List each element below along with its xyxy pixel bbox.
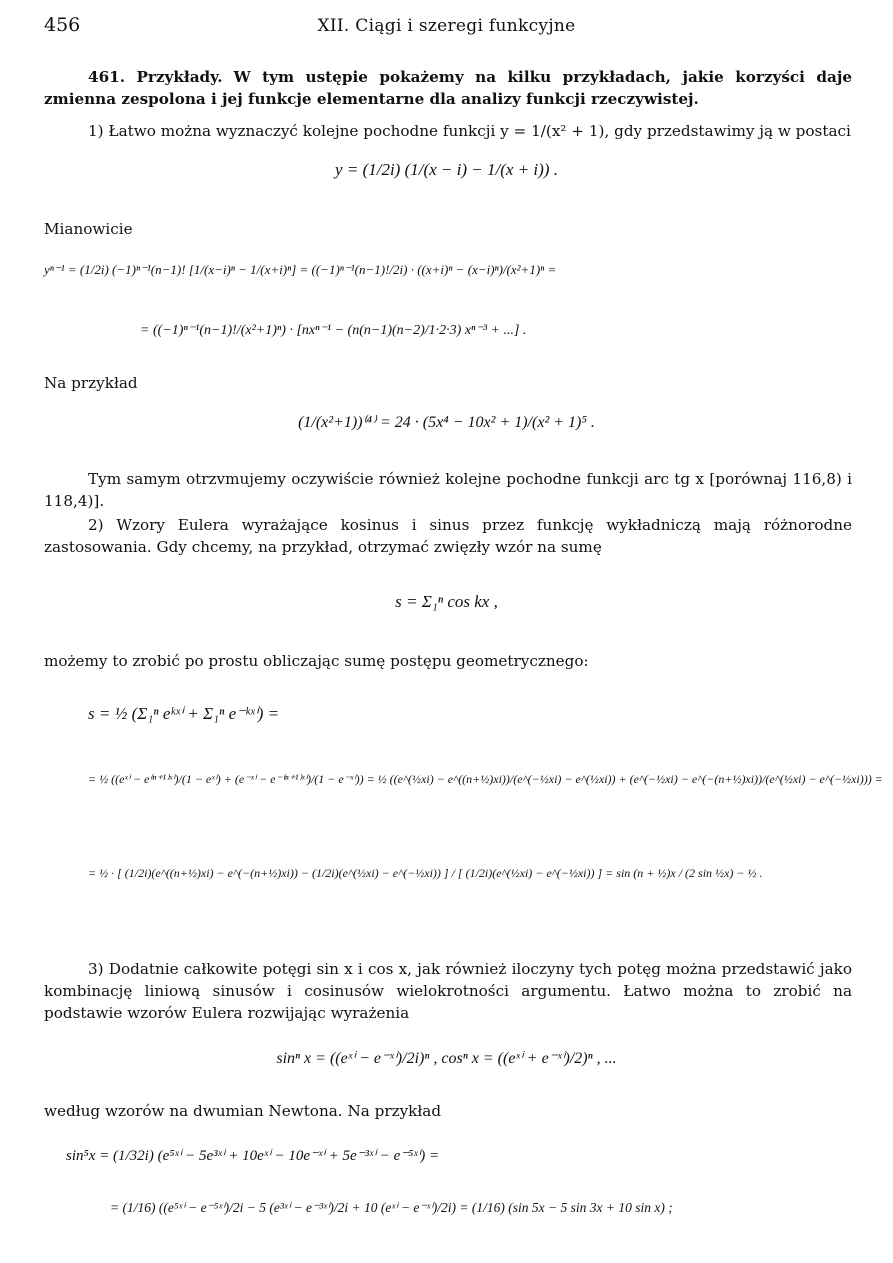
equation-4: (1/(x²+1))⁽⁴⁾ = 24 · (5x⁴ − 10x² + 1)/(x² + 1)⁵ . <box>298 414 595 431</box>
section-intro-paragraph <box>44 66 852 110</box>
equation-5: s = Σ₁ⁿ cos kx , <box>395 592 498 611</box>
newton-binomial-paragraph: według wzorów na dwumian Newtona. Na przykład <box>44 1102 442 1120</box>
running-title: XII. Ciągi i szeregi funkcyjne <box>317 16 576 36</box>
equation-1: y = (1/2i) (1/(x − i) − 1/(x + i)) . <box>335 160 558 179</box>
section-intro-text: W tym ustępie pokażemy na kilku przykładach, jakie korzyści daje zmienna zespolona i jej funkcje elementarne dla analizy funkcji rzeczywistej. <box>44 68 853 108</box>
equation-9: sinⁿ x = ((eˣⁱ − e⁻ˣⁱ)/2i)ⁿ , cosⁿ x = ((eˣⁱ + e⁻ˣⁱ)/2)ⁿ , ... <box>276 1050 617 1067</box>
equation-8: = ½ · [ (1/2i)(e^((n+½)xi) − e^(−(n+½)xi)) − (1/2i)(e^(½xi) − e^(−½xi)) ] / [ (1/2i)(e^(½xi) − e^(−½xi)) ] = sin (n + ½)x / (2 sin ½x) − ½ . <box>88 866 763 880</box>
na-przyklad-label: Na przykład <box>44 374 138 392</box>
equation-10: sin⁵x = (1/32i) (e⁵ˣⁱ − 5e³ˣⁱ + 10eˣⁱ − 10e⁻ˣⁱ + 5e⁻³ˣⁱ − e⁻⁵ˣⁱ) = <box>66 1148 440 1164</box>
equation-2: yⁿ⁻¹ = (1/2i) (−1)ⁿ⁻¹(n−1)! [1/(x−i)ⁿ − 1/(x+i)ⁿ] = ((−1)ⁿ⁻¹(n−1)!/2i) · ((x+i)ⁿ − (x−i)ⁿ)/(x²+1)ⁿ = <box>44 262 557 277</box>
equation-6: s = ½ (Σ₁ⁿ eᵏˣⁱ + Σ₁ⁿ e⁻ᵏˣⁱ) = <box>88 704 280 723</box>
mianowicie-label: Mianowicie <box>44 220 133 238</box>
example-1-paragraph: 1) Łatwo można wyznaczyć kolejne pochodne funkcji y = 1/(x² + 1), gdy przedstawimy ją w postaci <box>88 122 851 140</box>
page-number: 456 <box>44 14 81 36</box>
equation-7: = ½ ((eˣⁱ − e⁽ⁿ⁺¹⁾ˣⁱ)/(1 − eˣⁱ) + (e⁻ˣⁱ − e⁻⁽ⁿ⁺¹⁾ˣⁱ)/(1 − e⁻ˣⁱ)) = ½ ((e^(½xi) − e^((n+½)xi))/(e^(−½xi) − e^(½xi)) + (e^(−½xi) − e^(−(n+½)xi))/(e^(½xi) − e^(−½xi))) = <box>88 772 883 786</box>
geometric-sum-paragraph: możemy to zrobić po prostu obliczając sumę postępu geometrycznego: <box>44 652 589 670</box>
paragraph-arctg: Tym samym otrzvmujemy oczywiście również kolejne pochodne funkcji arc tg x [porównaj 116,8) i 118,4)]. <box>44 470 852 510</box>
example-2-paragraph: 2) Wzory Eulera wyrażające kosinus i sinus przez funkcję wykładniczą mają różnorodne zastosowania. Gdy chcemy, na przykład, otrzymać zwięzły wzór na sumę <box>44 516 852 556</box>
page-header <box>44 14 849 40</box>
section-number: 461. Przykłady. <box>88 68 223 86</box>
equation-3: = ((−1)ⁿ⁻¹(n−1)!/(x²+1)ⁿ) · [nxⁿ⁻¹ − (n(n−1)(n−2)/1·2·3) xⁿ⁻³ + ...] . <box>140 323 527 338</box>
example-3-paragraph: 3) Dodatnie całkowite potęgi sin x i cos x, jak również iloczyny tych potęg można przedstawić jako kombinację liniową sinusów i cosinusów wielokrotności argumentu. Łatwo można to zrobić na podstawie wzorów Eulera rozwijając wyrażenia <box>44 960 852 1022</box>
equation-11: = (1/16) ((e⁵ˣⁱ − e⁻⁵ˣⁱ)/2i − 5 (e³ˣⁱ − e⁻³ˣⁱ)/2i + 10 (eˣⁱ − e⁻ˣⁱ)/2i) = (1/16) (sin 5x − 5 sin 3x + 10 sin x) ; <box>110 1200 673 1215</box>
